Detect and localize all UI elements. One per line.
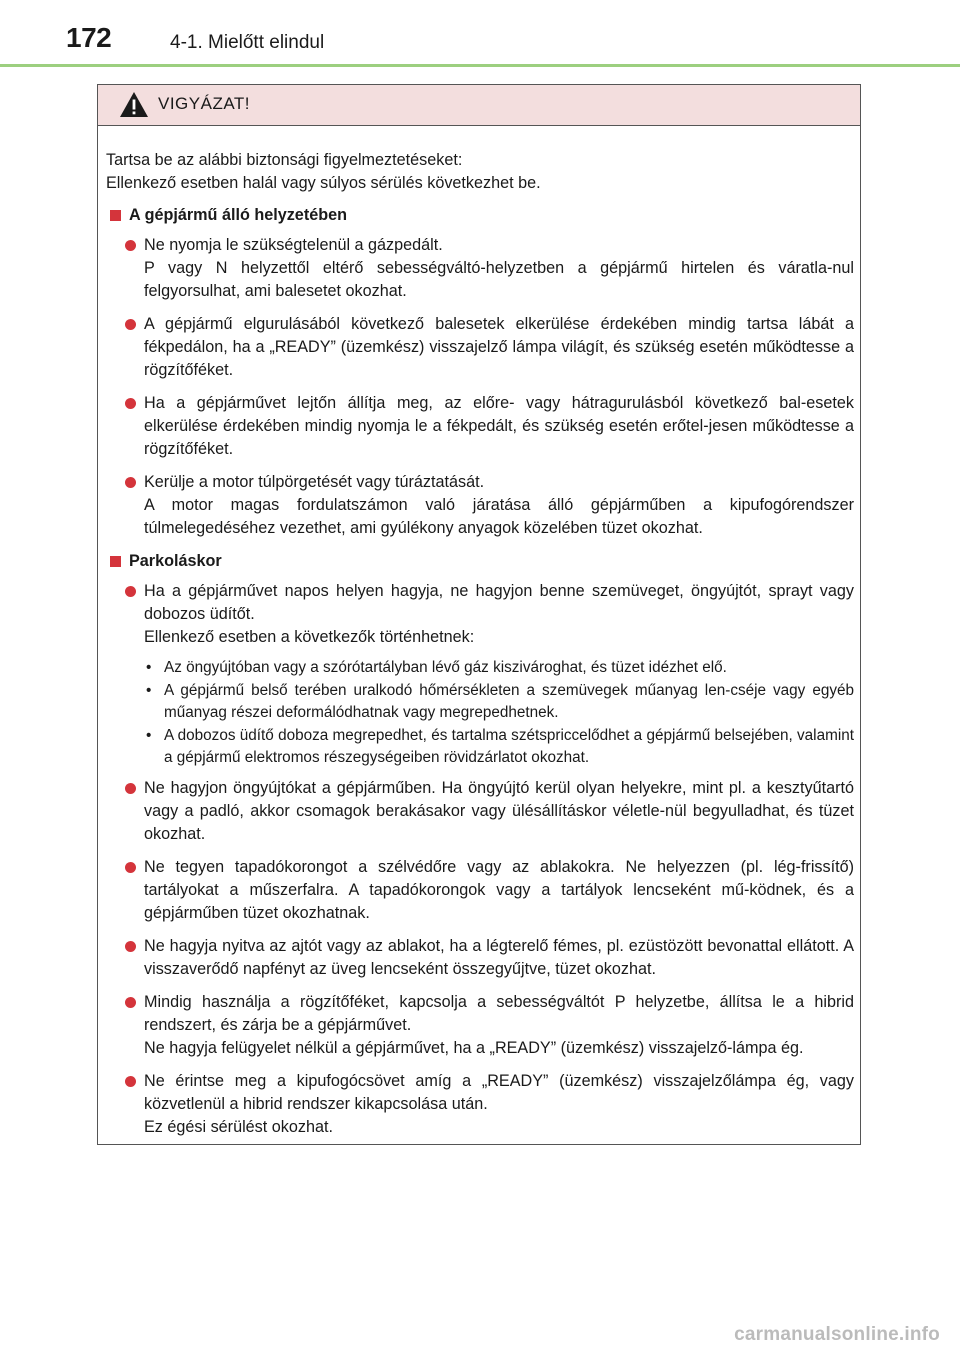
section-heading-parking: Parkoláskor: [106, 550, 854, 573]
list-item: Ne érintse meg a kipufogócsövet amíg a „READY” (üzemkész) visszajelzőlámpa ég, vagy közvetlenül a hibrid rendszer kikapcsolása után. Ez égési sérülést okozhat.: [106, 1070, 854, 1139]
round-bullet-icon: [125, 1076, 136, 1087]
list-item: Ne nyomja le szükségtelenül a gázpedált. P vagy N helyzettől eltérő sebességváltó-helyzetben a gépjármű hirtelen és váratla-nul felgyorsulhat, ami balesetet okozhat.: [106, 234, 854, 303]
list-item: Ha a gépjárművet lejtőn állítja meg, az előre- vagy hátragurulásból következő bal-esetek elkerülése érdekében mindig nyomja le a fékpedált, és szükség esetén erőtel-jesen működtesse a rögzítőféket.: [106, 392, 854, 461]
square-bullet-icon: [110, 210, 121, 221]
round-bullet-icon: [125, 477, 136, 488]
round-bullet-icon: [125, 586, 136, 597]
round-bullet-icon: [125, 319, 136, 330]
list-item: Ne hagyja nyitva az ajtót vagy az ablakot, ha a légterelő fémes, pl. ezüstözött bevonattal ellátott. A visszaverődő napfényt az üveg lencseként összegyűjtve, tüzet okozhat.: [106, 935, 854, 981]
page-number: 172: [66, 22, 112, 53]
warning-triangle-icon: [119, 91, 149, 118]
square-bullet-icon: [110, 556, 121, 567]
section-heading-stationary: A gépjármű álló helyzetében: [106, 204, 854, 227]
list-item: Ha a gépjárművet napos helyen hagyja, ne hagyjon benne szemüveget, öngyújtót, sprayt vagy dobozos üdítőt. Ellenkező esetben a következők történhetnek:: [106, 580, 854, 649]
page-header: [0, 0, 960, 66]
intro-line-1: Tartsa be az alábbi biztonsági figyelmeztetéseket:: [106, 151, 463, 169]
list-item: Ne hagyjon öngyújtókat a gépjárműben. Ha öngyújtó kerül olyan helyekre, mint pl. a kesztyűtartó vagy a padló, akkor csomagok berakásakor vagy ülésállításkor véletle-nül begyulladhat, és tüzet okozhat.: [106, 777, 854, 846]
round-bullet-icon: [125, 398, 136, 409]
list-item: Kerülje a motor túlpörgetését vagy túráztatását. A motor magas fordulatszámon való járatása álló gépjárműben a kipufogórendszer túlmelegedéséhez vezethet, ami gyúlékony anyagok közelében tüzet okozhat.: [106, 471, 854, 540]
intro-line-2: Ellenkező esetben halál vagy súlyos sérülés következhet be.: [106, 174, 541, 192]
list-item: A gépjármű elgurulásából következő balesetek elkerülése érdekében mindig tartsa lábát a fékpedálon, ha a „READY” (üzemkész) visszajelző lámpa világít, és szükség esetén működtesse a rögzítőféket.: [106, 313, 854, 382]
round-bullet-icon: [125, 240, 136, 251]
warning-box: [97, 84, 861, 1145]
intro-text: [106, 149, 854, 195]
round-bullet-icon: [125, 941, 136, 952]
sub-list-item: • A gépjármű belső terében uralkodó hőmérsékleten a szemüvegek műanyag len-cséje vagy egyéb műanyag részei deformálódhatnak vagy megrepedhetnek.: [144, 680, 854, 724]
header-divider: [0, 64, 960, 67]
warning-title: VIGYÁZAT!: [158, 94, 251, 113]
watermark: carmanualsonline.info: [734, 1324, 940, 1345]
sub-list-item: • Az öngyújtóban vagy a szórótartályban lévő gáz kiszivároghat, és tüzet idézhet elő.: [144, 657, 854, 679]
round-bullet-icon: [125, 862, 136, 873]
warning-content: [106, 149, 854, 1149]
round-bullet-icon: [125, 997, 136, 1008]
list-item: Ne tegyen tapadókorongot a szélvédőre vagy az ablakokra. Ne helyezzen (pl. lég-frissítő) tartályokat a műszerfalra. A tapadókorongok vagy a tartályok lencseként mű-ködnek, és a gépjárműben tüzet okozhatnak.: [106, 856, 854, 925]
sub-list-item: • A dobozos üdítő doboza megrepedhet, és tartalma szétspriccelődhet a gépjármű belsejében, valamint a gépjármű elektromos részegységeiben rövidzárlatot okozhat.: [144, 725, 854, 769]
warning-header: [98, 85, 860, 126]
list-item: Mindig használja a rögzítőféket, kapcsolja a sebességváltót P helyzetbe, állítsa le a hibrid rendszert, és zárja be a gépjárművet. Ne hagyja felügyelet nélkül a gépjárművet, ha a „READY” (üzemkész) visszajelző-lámpa ég.: [106, 991, 854, 1060]
sub-list: [144, 657, 854, 769]
round-bullet-icon: [125, 783, 136, 794]
section-title: 4-1. Mielőtt elindul: [170, 32, 325, 53]
